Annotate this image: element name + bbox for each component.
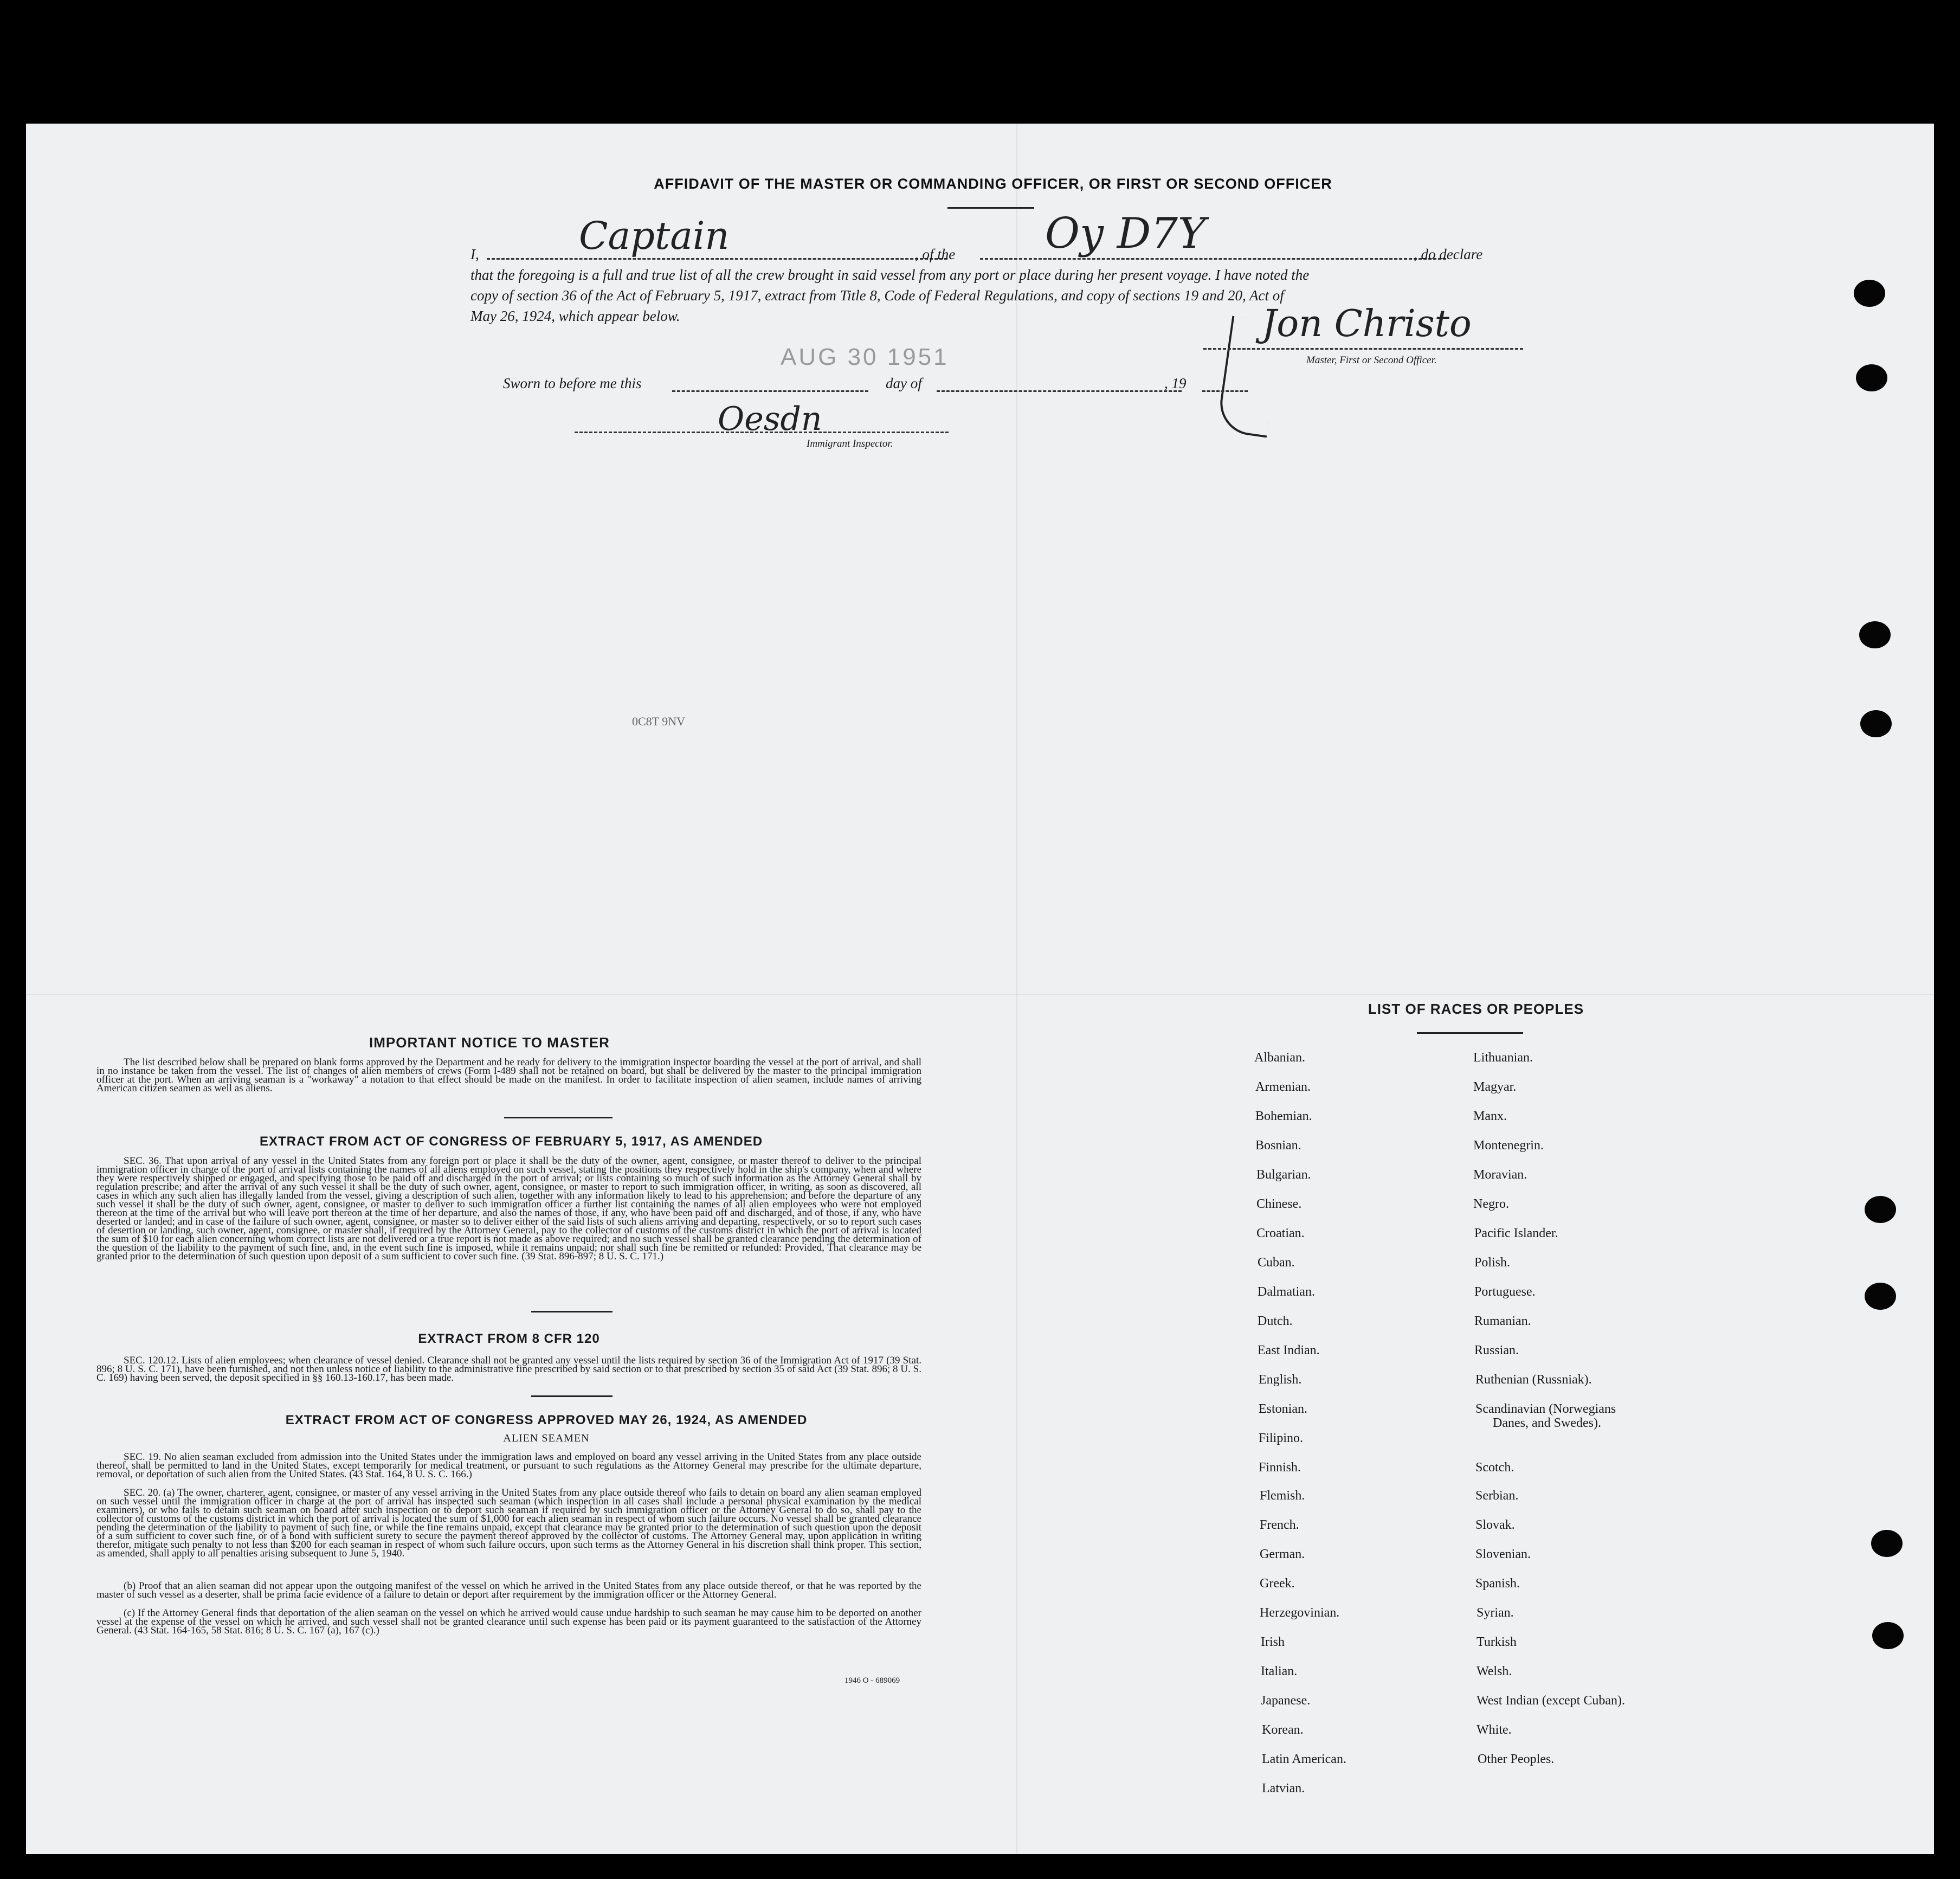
date-stamp: AUG 30 1951 [781,344,949,370]
race-left-11: English. [1259,1373,1302,1387]
document-page [26,124,1934,1854]
race-right-6: Pacific Islander. [1474,1226,1558,1240]
inspector-line [575,432,949,433]
vessel-handwritten: Oy D7Y [1045,209,1206,258]
race-left-0: Albanian. [1254,1051,1305,1065]
race-right-8: Portuguese. [1474,1285,1536,1299]
race-right-17: Slovak. [1475,1518,1515,1532]
race-right-1: Magyar. [1473,1080,1517,1094]
name-handwritten: Captain [579,214,730,258]
punch-hole [1859,621,1891,648]
race-left-21: Italian. [1261,1664,1298,1678]
race-right-18: Slovenian. [1475,1547,1531,1561]
race-left-9: Dutch. [1258,1314,1293,1328]
vessel-line [980,258,1446,260]
extract-cfr-body: SEC. 120.12. Lists of alien employees; when clearance of vessel denied. Clearance shall not be granted any vessel until the lists required by section 36 of the Immigration Act of 1917 (39 Stat. 896; 8 U. S. C. 171), have been furnished, and not then unless notice of liability to the administrative fine prescribed by said section or to that prescribed by section 35 of said Act (39 Stat. 896; 8 U. S. C. 169) having been served, the deposit specified in §§ 160.13-160.17, has been made. [96,1355,921,1383]
extract-1924-sec20a: SEC. 20. (a) The owner, charterer, agent, consignee, or master of any vessel arriving in the United States from any place outside thereof who fails to detain on board any alien seaman employed on such vessel until the immigration officer in charge at the port of arrival has inspected such seaman (which inspection in all cases shall include a personal physical examination by the medical examiners), or who fails to detain such seaman on board after such inspection or to deport such seaman if required by such immigration officer or the Attorney General to do so, shall pay to the collector of customs of the customs district in which the port of arrival is located the sum of $1,000 for each alien seaman in respect of whom such failure occurs. No vessel shall be granted clearance pending the determination of the liability to payment of such fine, or while the fine remains unpaid, except that clearance may be granted prior to the determination of such question upon the deposit of a sum sufficient to cover such fine, or of a bond with sufficient surety to secure the payment thereof approved by the collector of customs. The Attorney General may, upon application in writing therefor, mitigate such penalty to not less than $200 for each seaman in respect of whom such failure occurs, upon such terms as the Attorney General in his discretion shall think proper. This section, as amended, shall apply to all penalties arising subsequent to June 5, 1940. [96,1487,921,1559]
extract-cfr-title: EXTRACT FROM 8 CFR 120 [418,1331,600,1346]
race-left-4: Bulgarian. [1256,1168,1311,1182]
punch-hole [1872,1622,1904,1649]
title-rule [947,207,1034,209]
stray-mark: 0C8T 9NV [632,715,685,728]
race-left-17: German. [1260,1547,1305,1561]
extract-1917-rule [531,1311,612,1312]
race-right-0: Lithuanian. [1473,1051,1533,1065]
sworn-day-line [672,390,868,392]
of-the-label: , of the [915,246,956,262]
race-left-19: Herzegovinian. [1260,1606,1340,1620]
punch-hole [1871,1530,1903,1557]
race-right-22: Welsh. [1477,1664,1512,1678]
race-right-16: Serbian. [1475,1489,1519,1503]
race-left-24: Latin American. [1262,1752,1346,1766]
sworn-year-line [1202,390,1248,392]
race-left-1: Armenian. [1255,1080,1311,1094]
race-left-22: Japanese. [1261,1694,1311,1708]
name-line [487,258,947,260]
race-right-20: Syrian. [1477,1606,1514,1620]
race-right-11: Ruthenian (Russniak). [1475,1373,1592,1387]
race-left-15: Flemish. [1260,1489,1305,1503]
race-left-13: Filipino. [1259,1431,1304,1445]
race-right-15: Scotch. [1475,1460,1514,1475]
race-left-7: Cuban. [1258,1256,1295,1270]
race-left-20: Irish [1261,1635,1285,1649]
notice-body: The list described below shall be prepared on blank forms approved by the Department and be ready for delivery to the immigration inspector boarding the vessel at the port of arrival, and shall in no instance be taken from the vessel. The list of changes of alien members of crews (Form I-489 shall not be retained on board, but shall be delivered by the master to the principal immigration officer at the port. When an arriving seaman is a "workaway" a notation to that effect should be made on the manifest. In order to facilitate inspection of alien seamen, include names of arriving American citizen seamen as well as aliens. [96,1057,921,1094]
year-label: , 19 [1164,375,1187,391]
race-right-4: Moravian. [1473,1168,1527,1182]
extract-1924-subtitle: ALIEN SEAMEN [503,1432,590,1444]
master-signature: Jon Christo [1262,303,1472,345]
affidavit-body-3: May 26, 1924, which appear below. [470,308,680,324]
race-right-23: West Indian (except Cuban). [1477,1694,1625,1708]
race-right-9: Rumanian. [1474,1314,1531,1328]
inspector-signature: Oesdn [718,400,822,438]
notice-title: IMPORTANT NOTICE TO MASTER [369,1034,610,1051]
i-label: I, [470,246,479,262]
race-left-16: French. [1260,1518,1299,1532]
affidavit-body-2: copy of section 36 of the Act of February 5, 1917, extract from Title 8, Code of Federal Regulations, and copy of sections 19 and 20, Act of [470,287,1284,304]
race-right-21: Turkish [1477,1635,1517,1649]
race-left-18: Greek. [1260,1576,1295,1591]
race-right-25: Other Peoples. [1478,1752,1555,1766]
race-left-10: East Indian. [1258,1343,1320,1357]
races-rule [1417,1032,1523,1034]
race-left-2: Bohemian. [1255,1109,1312,1123]
signature-stroke [1216,316,1283,438]
extract-1924-title: EXTRACT FROM ACT OF CONGRESS APPROVED MAY 26, 1924, AS AMENDED [285,1413,808,1427]
punch-hole [1860,710,1892,737]
notice-rule [504,1117,612,1118]
signature-caption: Master, First or Second Officer. [1306,355,1437,366]
punch-hole [1854,280,1885,307]
race-right-19: Spanish. [1475,1576,1520,1591]
race-left-5: Chinese. [1256,1197,1302,1211]
signature-line [1203,348,1523,350]
inspector-caption: Immigrant Inspector. [807,438,893,449]
sworn-month-line [937,390,1182,392]
race-left-3: Bosnian. [1255,1138,1301,1153]
day-of-label: day of [886,375,922,391]
race-left-25: Latvian. [1262,1781,1305,1796]
race-left-14: Finnish. [1259,1460,1301,1475]
extract-1917-body: SEC. 36. That upon arrival of any vessel in the United States from any foreign port or place it shall be the duty of the owner, agent, consignee, or master thereof to deliver to the principal immigration officer in charge of the port of arrival lists containing the names of all aliens employed on such vessel, stating the positions they respectively hold in the ship's company, when and where they were respectively shipped or engaged, and specifying those to be paid off and discharged in the port of arrival; or lists containing so much of such information as the Attorney General shall by regulation prescribe; and after the arrival of any such vessel it shall be the duty of such owner, agent, consignee, or master to report to such immigration officer, in writing, as soon as discovered, all cases in which any such alien has illegally landed from the vessel, giving a description of such alien, together with any information likely to lead to his apprehension; and before the departure of any such vessel it shall be the duty of such owner, agent, consignee, or master to deliver to such immigration officer a further list containing the names of all alien employees who were not employed thereon at the time of the arrival but who will leave port thereon at the time of her departure, and also the names of those, if any, who have been paid off and discharged, and of those, if any, who have deserted or landed; and in case of the failure of such owner, agent, consignee, or master so to deliver either of the said lists of such aliens arriving and departing, respectively, or so to report such cases of desertion or landing, such owner, agent, consignee, or master shall, if required by the Attorney General, pay to the collector of customs of the customs district in which the port of arrival is located the sum of $10 for each alien concerning whom correct lists are not delivered or a true report is not made as above required; and no such vessel shall be granted clearance pending the determination of the question of the liability to the payment of such fine, and, in the event such fine is imposed, while it remains unpaid; nor shall such fine be remitted or refunded: Provided, That clearance may be granted prior to the determination of such question upon deposit of a sum sufficient to cover such fine. (39 Stat. 896-897; 8 U. S. C. 171.) [96,1155,921,1262]
race-right-12: Scandinavian (Norwegians [1475,1402,1616,1416]
extract-1917-title: EXTRACT FROM ACT OF CONGRESS OF FEBRUARY 5, 1917, AS AMENDED [259,1134,763,1149]
races-title: LIST OF RACES OR PEOPLES [1368,1001,1584,1017]
punch-hole [1865,1283,1896,1310]
race-right-2: Manx. [1473,1109,1507,1123]
do-declare-label: , do declare [1414,246,1483,262]
extract-1924-sec20b: (b) Proof that an alien seaman did not appear upon the outgoing manifest of the vessel on which he arrived in the United States from any place outside thereof, or that he was reported by the master of such vessel as a deserter, shall be prima facie evidence of a failure to detain or deport after requirement by the immigration officer or the Attorney General. [96,1580,921,1600]
race-right-7: Polish. [1474,1256,1511,1270]
fold-line-horizontal [26,994,1934,995]
fold-line-vertical [1016,124,1017,1854]
print-code: 1946 O - 689069 [844,1676,900,1685]
sworn-label: Sworn to before me this [503,375,642,391]
race-left-23: Korean. [1262,1723,1304,1737]
race-left-6: Croatian. [1256,1226,1305,1240]
race-right-5: Negro. [1473,1197,1509,1211]
affidavit-title: AFFIDAVIT OF THE MASTER OR COMMANDING OFFICER, OR FIRST OR SECOND OFFICER [654,176,1332,192]
punch-hole [1865,1196,1896,1223]
punch-hole [1856,364,1887,391]
race-left-8: Dalmatian. [1258,1285,1315,1299]
race-right-3: Montenegrin. [1473,1138,1544,1153]
race-right-13: Danes, and Swedes). [1493,1416,1601,1430]
extract-cfr-rule [531,1395,612,1397]
race-left-12: Estonian. [1259,1402,1307,1416]
race-right-10: Russian. [1474,1343,1519,1357]
race-right-24: White. [1477,1723,1512,1737]
affidavit-body-1: that the foregoing is a full and true list of all the crew brought in said vessel from any port or place during her present voyage. I have noted the [470,267,1310,283]
extract-1924-sec20c: (c) If the Attorney General finds that deportation of the alien seaman on the vessel on which he arrived would cause undue hardship to such seaman he may cause him to be deported on another vessel at the expense of the vessel on which he arrived, and such vessel shall not be granted clearance until such expense has been paid or its payment guaranteed to the satisfaction of the Attorney General. (43 Stat. 164-165, 58 Stat. 816; 8 U. S. C. 167 (a), 167 (c).) [96,1607,921,1636]
extract-1924-sec19: SEC. 19. No alien seaman excluded from admission into the United States under the immigration laws and employed on board any vessel arriving in the United States from any place outside thereof, shall be permitted to land in the United States, except temporarily for medical treatment, or pursuant to such regulations as the Attorney General may prescribe for the ultimate departure, removal, or deportation of such alien from the United States. (43 Stat. 164, 8 U. S. C. 166.) [96,1451,921,1480]
